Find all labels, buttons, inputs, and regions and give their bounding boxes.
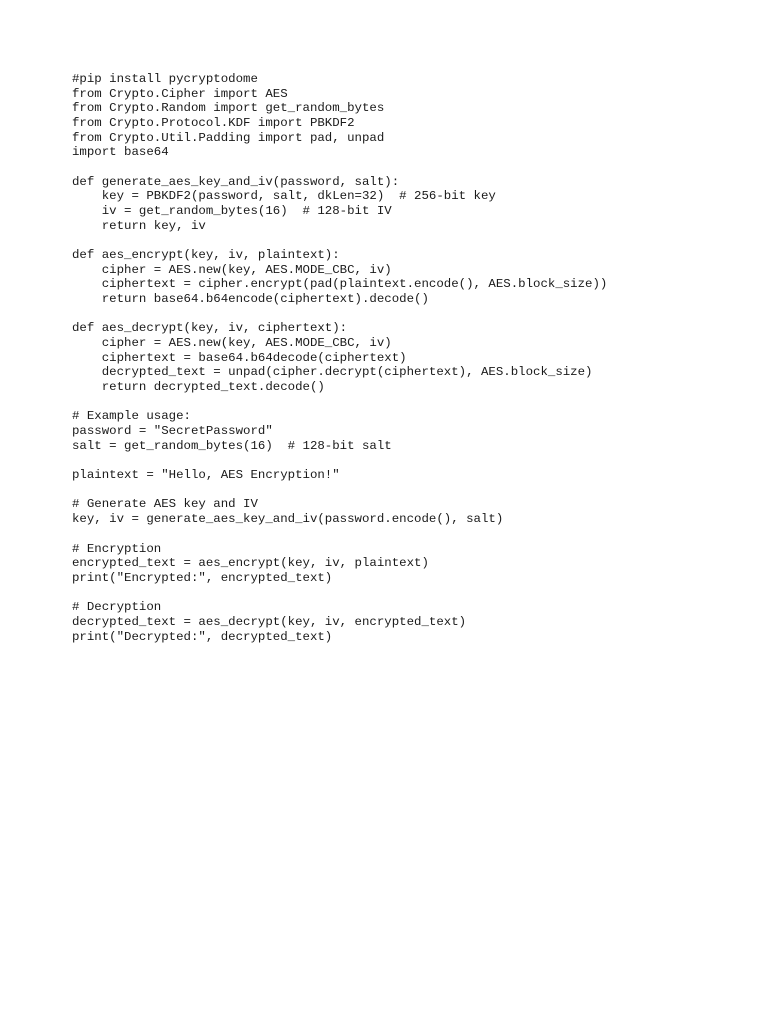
code-line: # Encryption [72, 541, 162, 556]
code-line: # Example usage: [72, 409, 191, 424]
code-line: # Decryption [72, 600, 162, 615]
code-line [72, 160, 607, 175]
code-line: cipher = AES.new(key, AES.MODE_CBC, iv) [72, 262, 392, 277]
code-line [72, 453, 607, 468]
code-line [72, 527, 607, 542]
code-line: key, iv = generate_aes_key_and_iv(password.encode(), salt) [72, 512, 504, 527]
code-line: ciphertext = cipher.encrypt(pad(plaintext.encode(), AES.block_size)) [72, 277, 608, 292]
code-line [72, 483, 607, 498]
code-line [72, 395, 607, 410]
code-line: from Crypto.Cipher import AES [72, 86, 288, 101]
code-line: password = "SecretPassword" [72, 424, 273, 439]
code-line: decrypted_text = unpad(cipher.decrypt(ciphertext), AES.block_size) [72, 365, 593, 380]
code-line: print("Encrypted:", encrypted_text) [72, 570, 333, 585]
code-line: salt = get_random_bytes(16) # 128-bit salt [72, 438, 392, 453]
code-line: plaintext = "Hello, AES Encryption!" [72, 468, 340, 483]
code-line [72, 586, 607, 601]
code-line: def aes_decrypt(key, iv, ciphertext): [72, 321, 348, 336]
code-line: from Crypto.Random import get_random_bytes [72, 101, 385, 116]
code-line: ciphertext = base64.b64decode(ciphertext) [72, 350, 407, 365]
code-line: # Generate AES key and IV [72, 497, 258, 512]
code-line: def generate_aes_key_and_iv(password, salt): [72, 174, 400, 189]
code-line: def aes_encrypt(key, iv, plaintext): [72, 248, 340, 263]
code-line: import base64 [72, 145, 169, 160]
code-line: return base64.b64encode(ciphertext).decode() [72, 292, 429, 307]
code-line: #pip install pycryptodome [72, 72, 258, 86]
code-line [72, 233, 607, 248]
code-line: key = PBKDF2(password, salt, dkLen=32) # 256-bit key [72, 189, 496, 204]
code-line: decrypted_text = aes_decrypt(key, iv, encrypted_text) [72, 614, 467, 629]
code-line: return key, iv [72, 218, 206, 233]
code-line: from Crypto.Protocol.KDF import PBKDF2 [72, 116, 355, 131]
code-line: return decrypted_text.decode() [72, 380, 325, 395]
code-line [72, 307, 607, 322]
code-line: cipher = AES.new(key, AES.MODE_CBC, iv) [72, 336, 392, 351]
code-line: iv = get_random_bytes(16) # 128-bit IV [72, 204, 392, 219]
code-line: from Crypto.Util.Padding import pad, unpad [72, 130, 385, 145]
code-line: print("Decrypted:", decrypted_text) [72, 629, 333, 644]
code-line: encrypted_text = aes_encrypt(key, iv, plaintext) [72, 556, 429, 571]
code-block [72, 72, 607, 644]
